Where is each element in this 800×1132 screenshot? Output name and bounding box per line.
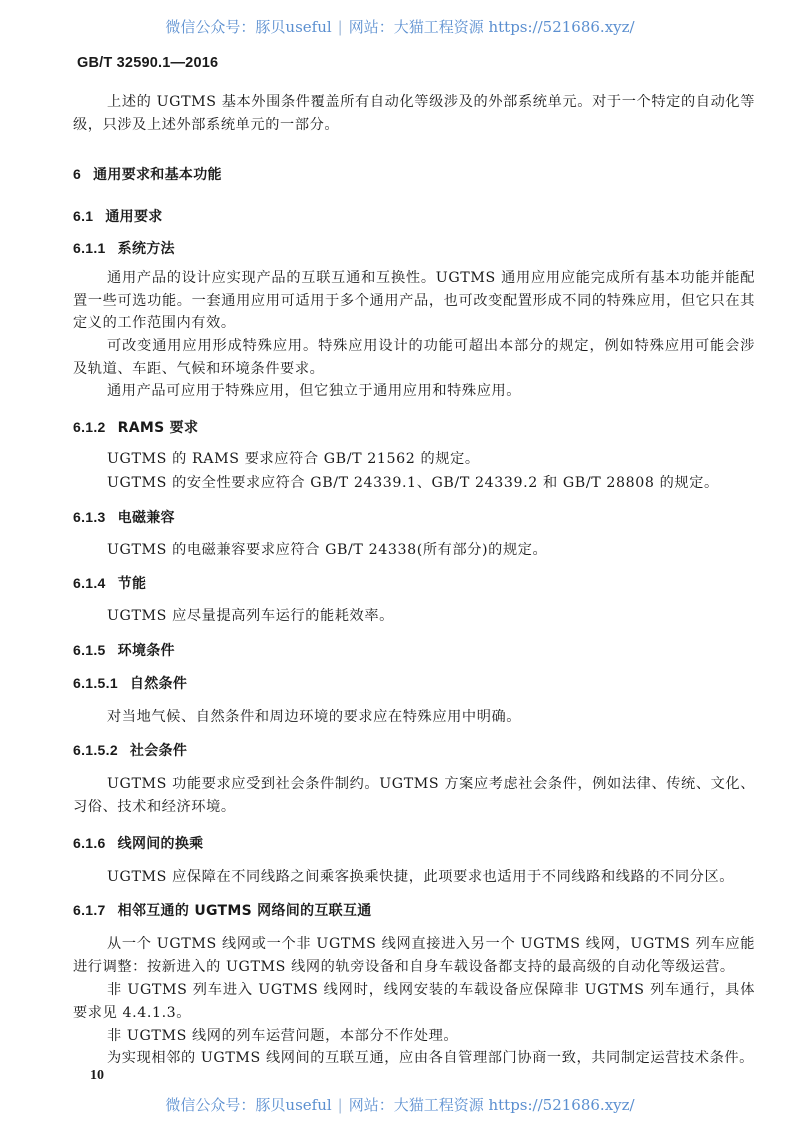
watermark-top	[0, 16, 800, 37]
section-heading-6-1-5-2: 6.1.5.2 社会条件	[73, 742, 188, 759]
section-heading-6: 6 通用要求和基本功能	[73, 166, 222, 183]
intro-paragraph: 上述的 UGTMS 基本外围条件覆盖所有自动化等级涉及的外部系统单元。对于一个特定的自动化等级，只涉及上述外部系统单元的一部分。	[73, 94, 755, 133]
paragraph: 非 UGTMS 列车进入 UGTMS 线网时，线网安装的车载设备应保障非 UGTMS 列车通行，具体要求见 4.4.1.3。	[73, 982, 755, 1021]
paragraph: 通用产品可应用于特殊应用，但它独立于通用应用和特殊应用。	[107, 383, 522, 399]
paragraph: UGTMS 应保障在不同线路之间乘客换乘快捷，此项要求也适用于不同线路和线路的不同分区。	[107, 869, 735, 885]
section-heading-6-1-5: 6.1.5 环境条件	[73, 642, 175, 659]
paragraph: UGTMS 的电磁兼容要求应符合 GB/T 24338(所有部分)的规定。	[107, 542, 548, 558]
section-heading-6-1-5-1: 6.1.5.1 自然条件	[73, 675, 188, 692]
paragraph: 从一个 UGTMS 线网或一个非 UGTMS 线网直接进入另一个 UGTMS 线网，UGTMS 列车应能进行调整：按新进入的 UGTMS 线网的轨旁设备和自身车载设备都支持的最高级的自动化等级运营。	[73, 936, 755, 975]
section-heading-6-1: 6.1 通用要求	[73, 208, 163, 225]
standard-number: GB/T 32590.1—2016	[77, 55, 219, 71]
paragraph: 对当地气候、自然条件和周边环境的要求应在特殊应用中明确。	[107, 709, 522, 725]
section-heading-6-1-2: 6.1.2 RAMS 要求	[73, 419, 199, 436]
section-heading-6-1-6: 6.1.6 线网间的换乘	[73, 835, 204, 852]
watermark-website: 网站：大猫工程资源 https://521686.xyz/	[348, 1096, 635, 1114]
paragraph: UGTMS 的 RAMS 要求应符合 GB/T 21562 的规定。	[107, 451, 480, 467]
paragraph: UGTMS 应尽量提高列车运行的能耗效率。	[107, 608, 394, 624]
paragraph: 为实现相邻的 UGTMS 线网间的互联互通，应由各自管理部门协商一致，共同制定运营技术条件。	[107, 1050, 754, 1066]
watermark-website: 网站：大猫工程资源 https://521686.xyz/	[348, 18, 635, 36]
paragraph: 可改变通用应用形成特殊应用。特殊应用设计的功能可超出本部分的规定，例如特殊应用可能会涉及轨道、车距、气候和环境条件要求。	[73, 338, 755, 377]
paragraph: 通用产品的设计应实现产品的互联互通和互换性。UGTMS 通用应用应能完成所有基本功能并能配置一些可选功能。一套通用应用可适用于多个通用产品，也可改变配置形成不同的特殊应用，但它只在其定义的工作范围内有效。	[73, 270, 755, 331]
watermark-separator: |	[337, 1096, 343, 1114]
watermark-wechat: 微信公众号：豚贝useful	[165, 18, 332, 36]
section-heading-6-1-3: 6.1.3 电磁兼容	[73, 509, 175, 526]
paragraph: 非 UGTMS 线网的列车运营问题，本部分不作处理。	[107, 1028, 459, 1044]
section-heading-6-1-4: 6.1.4 节能	[73, 575, 147, 592]
watermark-wechat: 微信公众号：豚贝useful	[165, 1096, 332, 1114]
section-heading-6-1-1: 6.1.1 系统方法	[73, 240, 175, 257]
section-heading-6-1-7: 6.1.7 相邻互通的 UGTMS 网络间的互联互通	[73, 902, 372, 919]
paragraph: UGTMS 功能要求应受到社会条件制约。UGTMS 方案应考虑社会条件，例如法律、传统、文化、习俗、技术和经济环境。	[73, 776, 755, 815]
watermark-separator: |	[337, 18, 343, 36]
watermark-bottom	[0, 1094, 800, 1115]
paragraph: UGTMS 的安全性要求应符合 GB/T 24339.1、GB/T 24339.2 和 GB/T 28808 的规定。	[107, 475, 719, 491]
page-number: 10	[90, 1068, 104, 1083]
